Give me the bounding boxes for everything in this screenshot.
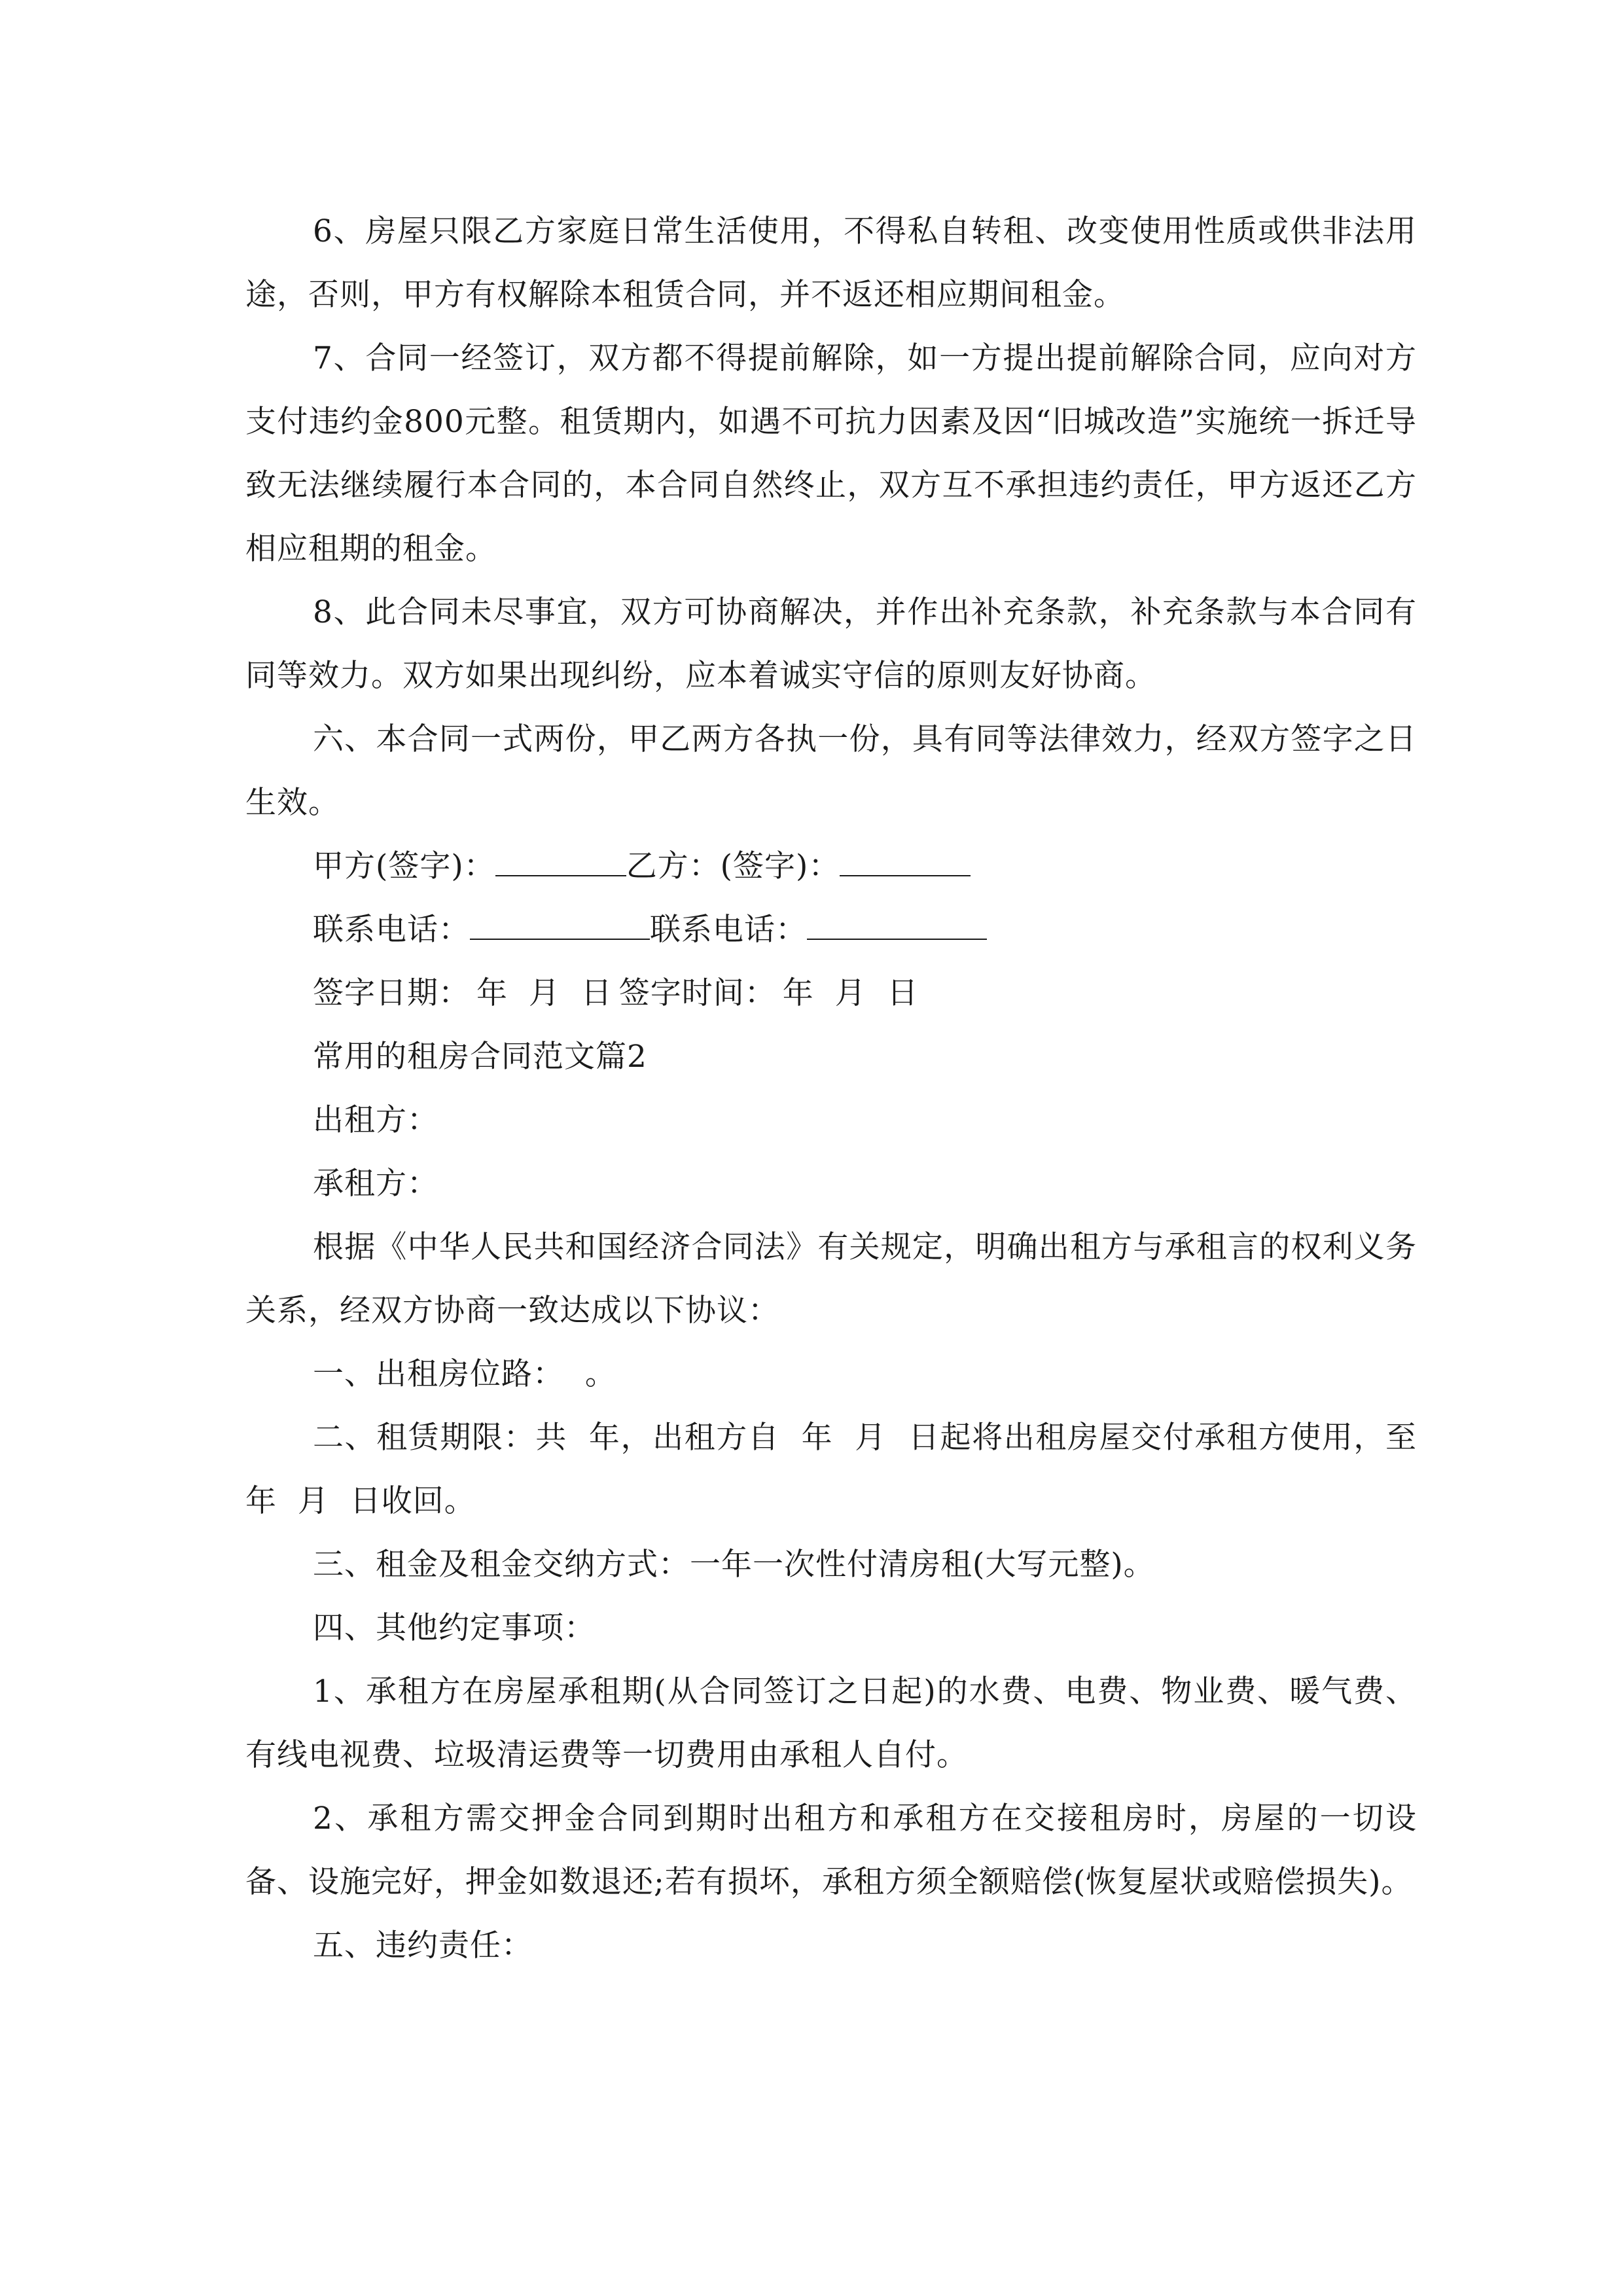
- article-1-location: 一、出租房位路： 。: [313, 1356, 616, 1392]
- date-line: [245, 961, 1417, 1025]
- sign-date-label: 签字日期：: [313, 975, 470, 1011]
- sign-date-fields: 年 月 日: [476, 975, 613, 1011]
- article-4-other: 四、其他约定事项：: [313, 1610, 596, 1646]
- article-6: 六、本合同一式两份，甲乙两方各执一份，具有同等法律效力，经双方签字之日生效。: [245, 721, 1417, 821]
- article-3-rent: 三、租金及租金交纳方式：一年一次性付清房租(大写元整)。: [313, 1547, 1155, 1583]
- preamble: 根据《中华人民共和国经济合同法》有关规定，明确出租方与承租言的权利义务关系，经双方协商一致达成以下协议：: [245, 1229, 1417, 1329]
- sign-time-label: 签字时间：: [618, 975, 776, 1011]
- clause-7: 7、合同一经签订，双方都不得提前解除，如一方提出提前解除合同，应向对方支付违约金800元整。租赁期内，如遇不可抗力因素及因“旧城改造”实施统一拆迁导致无法继续履行本合同的，本合同自然终止，双方互不承担违约责任，甲方返还乙方相应租期的租金。: [245, 340, 1417, 567]
- phone-b-label: 联系电话：: [650, 912, 807, 948]
- sign-time-fields: 年 月 日: [782, 975, 919, 1011]
- phone-a-blank: [470, 915, 650, 940]
- clause-8: 8、此合同未尽事宜，双方可协商解决，并作出补充条款，补充条款与本合同有同等效力。双方如果出现纠纷，应本着诚实守信的原则友好协商。: [245, 594, 1417, 694]
- phone-b-blank: [807, 915, 987, 940]
- article-5-liability: 五、违约责任：: [313, 1928, 533, 1964]
- other-item-2: 2、承租方需交押金合同到期时出租方和承租方在交接租房时，房屋的一切设备、设施完好，押金如数退还;若有损坏，承租方须全额赔偿(恢复屋状或赔偿损失)。: [245, 1801, 1417, 1900]
- party-a-label: 甲方(签字)：: [313, 848, 495, 884]
- party-a-signature-blank: [495, 852, 626, 876]
- party-b-label: 乙方：(签字)：: [626, 848, 840, 884]
- other-item-1: 1、承租方在房屋承租期(从合同签订之日起)的水费、电费、物业费、暖气费、有线电视费、垃圾清运费等一切费用由承租人自付。: [245, 1674, 1417, 1773]
- phone-line: [245, 898, 1417, 961]
- document-body: [245, 200, 1438, 1977]
- section-title: 常用的租房合同范文篇2: [313, 1039, 647, 1075]
- signature-line: [245, 834, 1417, 898]
- lessee-label: 承租方：: [313, 1166, 438, 1202]
- clause-6: 6、房屋只限乙方家庭日常生活使用，不得私自转租、改变使用性质或供非法用途，否则，甲方有权解除本租赁合同，并不返还相应期间租金。: [245, 213, 1417, 313]
- phone-a-label: 联系电话：: [313, 912, 470, 948]
- lessor-label: 出租方：: [313, 1102, 438, 1138]
- party-b-signature-blank: [840, 852, 971, 876]
- article-2-term: 二、租赁期限：共 年，出租方自 年 月 日起将出租房屋交付承租方使用，至 年 月 日收回。: [245, 1420, 1438, 1519]
